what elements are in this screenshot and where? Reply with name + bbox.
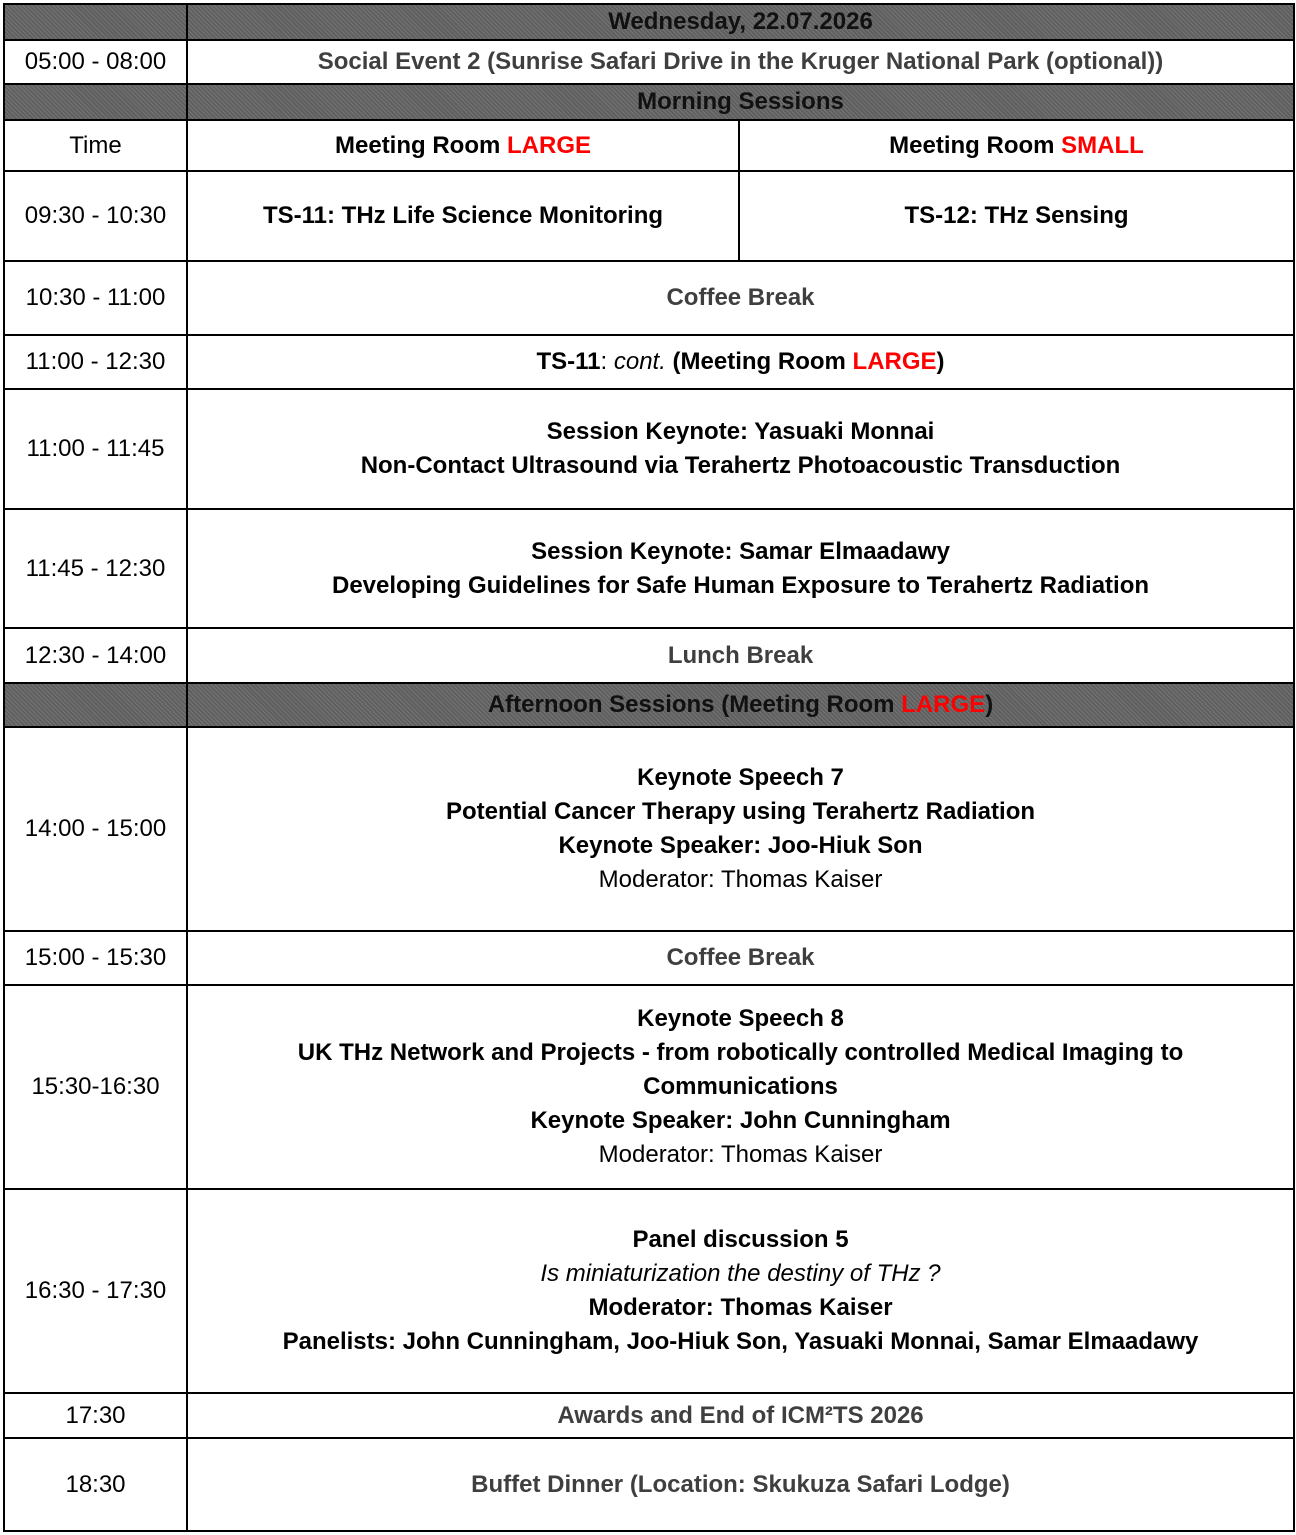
panel-question: Is miniaturization the destiny of THz ? bbox=[540, 1260, 941, 1287]
panel-discussion-5 bbox=[187, 1189, 1294, 1393]
keynote-title: Keynote Speech 7 bbox=[637, 764, 844, 791]
lunch-break-text: Lunch Break bbox=[187, 628, 1294, 683]
session-ts11: TS-11: THz Life Science Monitoring bbox=[187, 171, 739, 261]
keynote-title: Keynote Speech 8 bbox=[637, 1005, 844, 1032]
time-cell: 09:30 - 10:30 bbox=[4, 171, 187, 261]
time-cell: 16:30 - 17:30 bbox=[4, 1189, 187, 1393]
coffee-break-row bbox=[4, 931, 1294, 985]
ts11-continued-text bbox=[187, 335, 1294, 389]
session-ts12: TS-12: THz Sensing bbox=[739, 171, 1294, 261]
keynote-title: Session Keynote: Yasuaki Monnai bbox=[546, 418, 935, 445]
time-cell: 05:00 - 08:00 bbox=[4, 40, 187, 84]
header-blank-cell bbox=[4, 84, 187, 120]
keynote-speech-8-row bbox=[4, 985, 1294, 1189]
keynote-talk: UK THz Network and Projects - from robotically controlled Medical Imaging to bbox=[297, 1039, 1184, 1066]
keynote-speaker: Keynote Speaker: John Cunningham bbox=[530, 1107, 951, 1134]
dinner-row bbox=[4, 1438, 1294, 1531]
time-cell: 15:30-16:30 bbox=[4, 985, 187, 1189]
technical-sessions-row bbox=[4, 171, 1294, 261]
time-cell: 17:30 bbox=[4, 1393, 187, 1438]
time-cell: 18:30 bbox=[4, 1438, 187, 1531]
session-code: TS-11 bbox=[536, 348, 601, 375]
ts11-continued-row bbox=[4, 335, 1294, 389]
morning-header-row bbox=[4, 84, 1294, 120]
panel-panelists: Panelists: John Cunningham, Joo-Hiuk Son, Yasuaki Monnai, Samar Elmaadawy bbox=[282, 1328, 1199, 1355]
keynote-speech-8 bbox=[187, 985, 1294, 1189]
room-label: Meeting Room bbox=[889, 131, 1062, 159]
time-cell: 12:30 - 14:00 bbox=[4, 628, 187, 683]
keynote-speaker: Keynote Speaker: Joo-Hiuk Son bbox=[558, 832, 923, 859]
dinner-text: Buffet Dinner (Location: Skukuza Safari Lodge) bbox=[187, 1438, 1294, 1531]
afternoon-header-row bbox=[4, 683, 1294, 727]
keynote-talk-continued: Communications bbox=[643, 1073, 838, 1100]
social-event-text: Social Event 2 (Sunrise Safari Drive in the Kruger National Park (optional)) bbox=[187, 40, 1294, 84]
keynote-talk: Potential Cancer Therapy using Terahertz Radiation bbox=[446, 798, 1036, 825]
keynote-speech-7 bbox=[187, 727, 1294, 931]
afternoon-sessions-header bbox=[187, 683, 1294, 727]
keynote-moderator: Moderator: Thomas Kaiser bbox=[598, 1141, 883, 1168]
session-keynote-2-row bbox=[4, 509, 1294, 628]
room-size-large: LARGE bbox=[852, 348, 937, 375]
closing-paren: ) bbox=[985, 691, 994, 718]
header-blank-cell bbox=[4, 683, 187, 727]
coffee-break-row bbox=[4, 261, 1294, 335]
awards-row bbox=[4, 1393, 1294, 1438]
panel-discussion-row bbox=[4, 1189, 1294, 1393]
room-size-large: LARGE bbox=[507, 131, 591, 159]
session-keynote-2 bbox=[187, 509, 1294, 628]
time-cell: 11:00 - 12:30 bbox=[4, 335, 187, 389]
social-event-row bbox=[4, 40, 1294, 84]
cont-label: cont. bbox=[613, 348, 666, 375]
session-keynote-1-row bbox=[4, 389, 1294, 509]
coffee-break-text: Coffee Break bbox=[187, 261, 1294, 335]
afternoon-label: Afternoon Sessions (Meeting Room bbox=[487, 691, 902, 718]
lunch-break-row bbox=[4, 628, 1294, 683]
coffee-break-text: Coffee Break bbox=[187, 931, 1294, 985]
keynote-talk: Non-Contact Ultrasound via Terahertz Photoacoustic Transduction bbox=[360, 452, 1121, 479]
keynote-title: Session Keynote: Samar Elmaadawy bbox=[531, 537, 950, 565]
room-header-row bbox=[4, 120, 1294, 171]
session-keynote-1 bbox=[187, 389, 1294, 509]
colon: : bbox=[600, 348, 614, 375]
time-cell: 11:45 - 12:30 bbox=[4, 509, 187, 628]
panel-moderator: Moderator: Thomas Kaiser bbox=[588, 1294, 893, 1321]
panel-title: Panel discussion 5 bbox=[632, 1226, 849, 1253]
day-title: Wednesday, 22.07.2026 bbox=[187, 4, 1294, 40]
keynote-moderator: Moderator: Thomas Kaiser bbox=[598, 866, 883, 893]
time-cell: 10:30 - 11:00 bbox=[4, 261, 187, 335]
keynote-speech-7-row bbox=[4, 727, 1294, 931]
header-blank-cell bbox=[4, 4, 187, 40]
time-column-header: Time bbox=[4, 120, 187, 171]
time-cell: 15:00 - 15:30 bbox=[4, 931, 187, 985]
time-cell: 11:00 - 11:45 bbox=[4, 389, 187, 509]
room-label: Meeting Room bbox=[335, 131, 507, 159]
closing-paren: ) bbox=[936, 348, 945, 375]
room-label: (Meeting Room bbox=[665, 348, 853, 375]
morning-sessions-header: Morning Sessions bbox=[187, 84, 1294, 120]
schedule-table bbox=[3, 3, 1295, 1532]
room-size-large: LARGE bbox=[901, 691, 986, 718]
room-size-small: SMALL bbox=[1061, 131, 1144, 159]
keynote-talk: Developing Guidelines for Safe Human Exposure to Terahertz Radiation bbox=[331, 571, 1150, 599]
day-header-row bbox=[4, 4, 1294, 40]
awards-text: Awards and End of ICM²TS 2026 bbox=[187, 1393, 1294, 1438]
room-small-header bbox=[739, 120, 1294, 171]
time-cell: 14:00 - 15:00 bbox=[4, 727, 187, 931]
room-large-header bbox=[187, 120, 739, 171]
